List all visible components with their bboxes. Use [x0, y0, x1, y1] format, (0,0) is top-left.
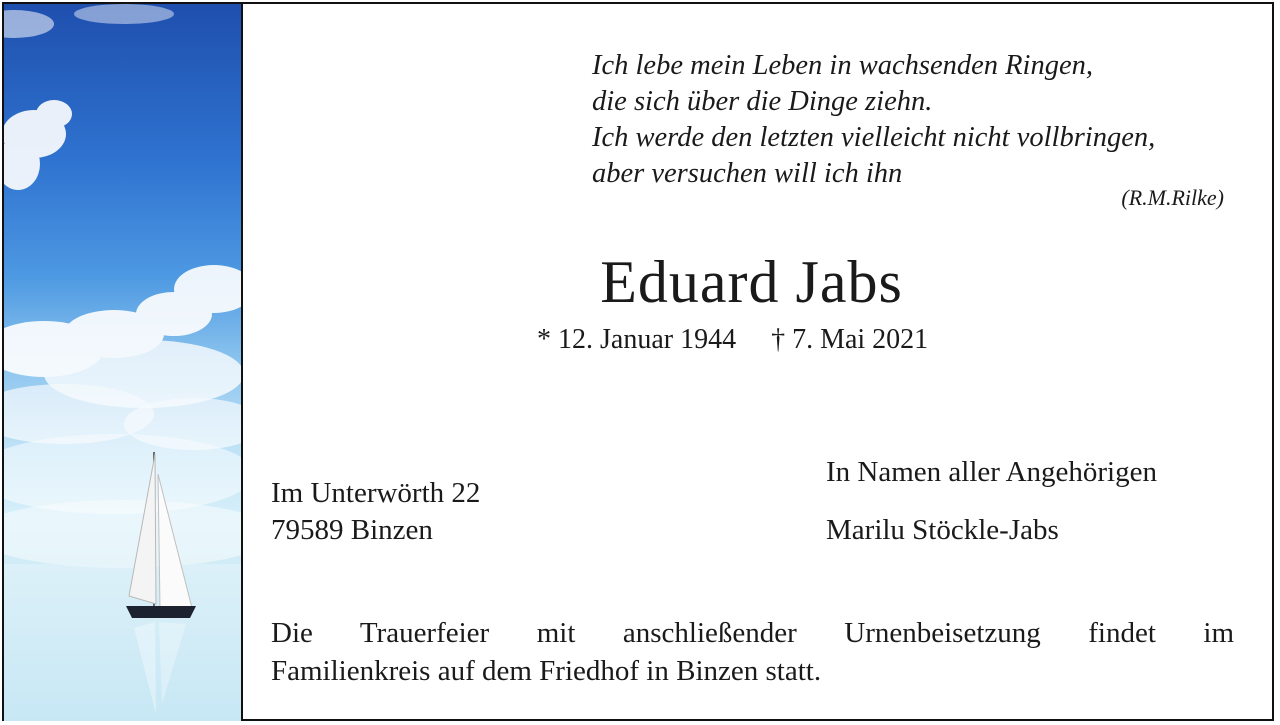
poem-line: aber versuchen will ich ihn	[592, 158, 903, 189]
ceremony-notice	[271, 614, 1234, 690]
poem-line: Ich werde den letzten vielleicht nicht vollbringen,	[592, 122, 1156, 153]
deceased-name: Eduard Jabs	[600, 249, 903, 315]
address-city: 79589 Binzen	[271, 514, 433, 546]
ceremony-line: Die Trauerfeier mit anschließender Urnenbeisetzung findet im	[271, 617, 1234, 649]
sky-sailboat-illustration	[4, 4, 242, 721]
mourner-address	[271, 475, 480, 549]
address-street: Im Unterwörth 22	[271, 477, 481, 509]
poem-author: (R.M.Rilke)	[1121, 185, 1224, 210]
death-date: † 7. Mai 2021	[771, 324, 929, 355]
sky-sailboat-image	[4, 4, 242, 721]
ceremony-line: Familienkreis auf dem Friedhof in Binzen statt.	[271, 655, 822, 687]
image-divider	[241, 4, 243, 721]
water-surface	[4, 564, 242, 721]
birth-date: * 12. Januar 1944	[537, 324, 737, 355]
poem-quote	[592, 48, 1242, 192]
family-signature: Marilu Stöckle-Jabs	[826, 514, 1059, 546]
life-dates	[537, 324, 928, 356]
family-intro: In Namen aller Angehörigen	[826, 456, 1157, 488]
poem-line: Ich lebe mein Leben in wachsenden Ringen,	[592, 50, 1093, 81]
poem-line: die sich über die Dinge ziehn.	[592, 86, 933, 117]
